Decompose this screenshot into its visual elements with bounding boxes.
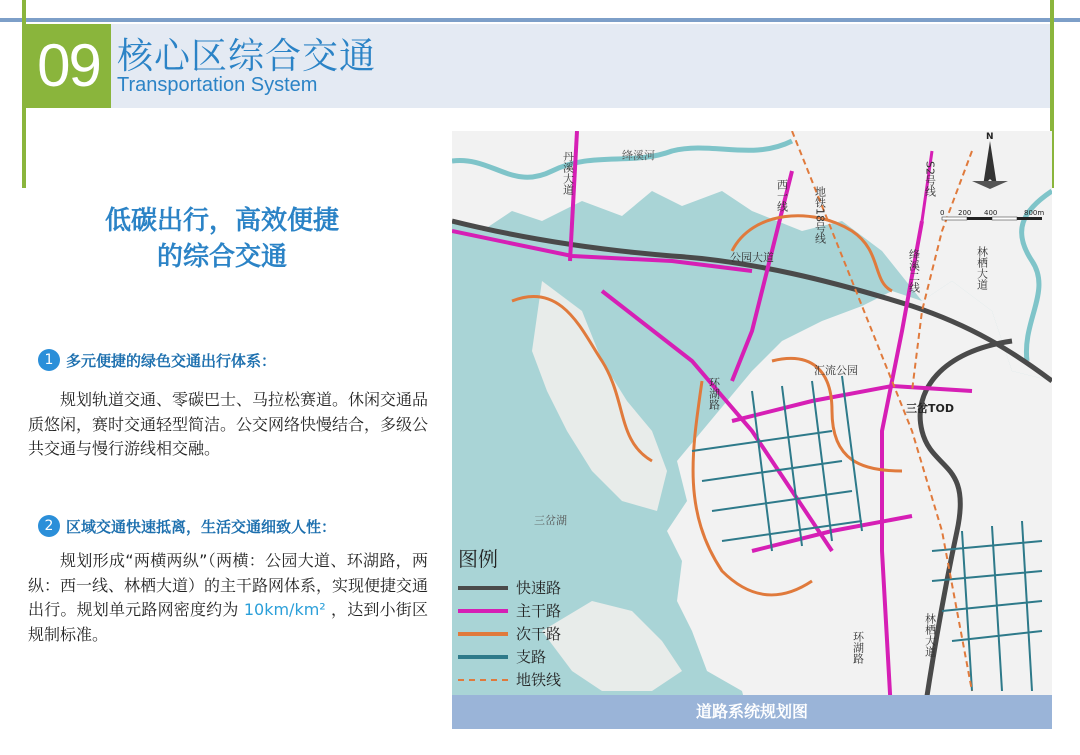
road-density-value: 10km/km² [243,600,326,619]
section-1-number: 1 [38,349,60,371]
page-subtitle: Transportation System [117,74,318,96]
legend-swatch-branch [458,655,508,659]
chapter-number: 09 [26,24,111,108]
section-2-body-end: ，达到小街区规制标准。 [28,600,428,644]
label-jiangxi-line: 绛溪二线 [907,249,921,293]
section-2-body-text: 规划形成“两横两纵”（两横：公园大道、环湖路，两纵：西一线、林栖大道）的主干路网体系，实现便捷交通出行。规划单元路网密度约为 [28,551,429,619]
label-sancha-lake: 三岔湖 [534,514,567,527]
scale-label-800: 800m [1024,209,1045,217]
label-jiangxi-river: 绛溪河 [622,149,655,162]
legend-swatch-secondary [458,632,508,636]
map-legend [458,543,598,691]
section-1-title [38,349,276,371]
section-1-body: 规划轨道交通、零碳巴士、马拉松赛道。休闲交通品质悠闲，赛时交通轻型简洁。公交网络快慢结合，多级公共交通与慢行游线相交融。 [28,390,429,458]
label-metro18: 地铁18号线 [813,186,827,244]
legend-item-expressway [458,576,598,599]
section-2-body [28,549,428,647]
map-caption: 道路系统规划图 [452,695,1052,729]
scale-label-0: 0 [940,209,945,217]
scale-label-200: 200 [958,209,972,217]
label-linqi-top: 林栖大道 [975,246,989,290]
svg-text:N: N [986,132,994,142]
legend-swatch-subway [458,679,508,681]
label-huanhu-top: 环湖路 [707,377,721,410]
legend-swatch-expressway [458,586,508,590]
legend-label: 支路 [516,648,547,666]
legend-label: 主干路 [516,602,562,620]
label-huiliu-park: 汇流公园 [814,364,858,377]
label-park-ave: 公园大道 [730,251,774,264]
road-system-map [452,131,1052,729]
legend-item-secondary [458,622,598,645]
page-title: 核心区综合交通 [117,36,377,77]
header-top-rule [0,18,1080,22]
label-s2: S2号线 [923,161,937,197]
section-2-title [38,515,336,537]
main-heading-line2: 的综合交通 [156,242,287,272]
label-linqi-bottom: 林栖大道 [923,613,937,657]
label-huanhu-bottom: 环湖路 [851,631,865,664]
label-danxi: 丹溪大道 [561,151,575,195]
legend-title: 图例 [458,547,498,571]
label-xi-line: 西一线 [775,179,789,212]
section-2-title-text: 区域交通快速抵离，生活交通细致人性： [66,517,337,536]
legend-item-arterial [458,599,598,622]
legend-swatch-arterial [458,609,508,613]
label-tod: 三岔TOD [906,402,954,415]
legend-item-branch [458,645,598,668]
main-heading-line1: 低碳出行，高效便捷 [104,206,339,236]
legend-label: 地铁线 [516,671,562,689]
section-2-number: 2 [38,515,60,537]
scale-label-400: 400 [984,209,998,217]
legend-label: 快速路 [516,579,562,597]
land-peninsula [532,281,667,511]
legend-label: 次干路 [516,625,562,643]
legend-item-subway [458,668,598,691]
section-1-title-text: 多元便捷的绿色交通出行体系： [66,351,277,370]
